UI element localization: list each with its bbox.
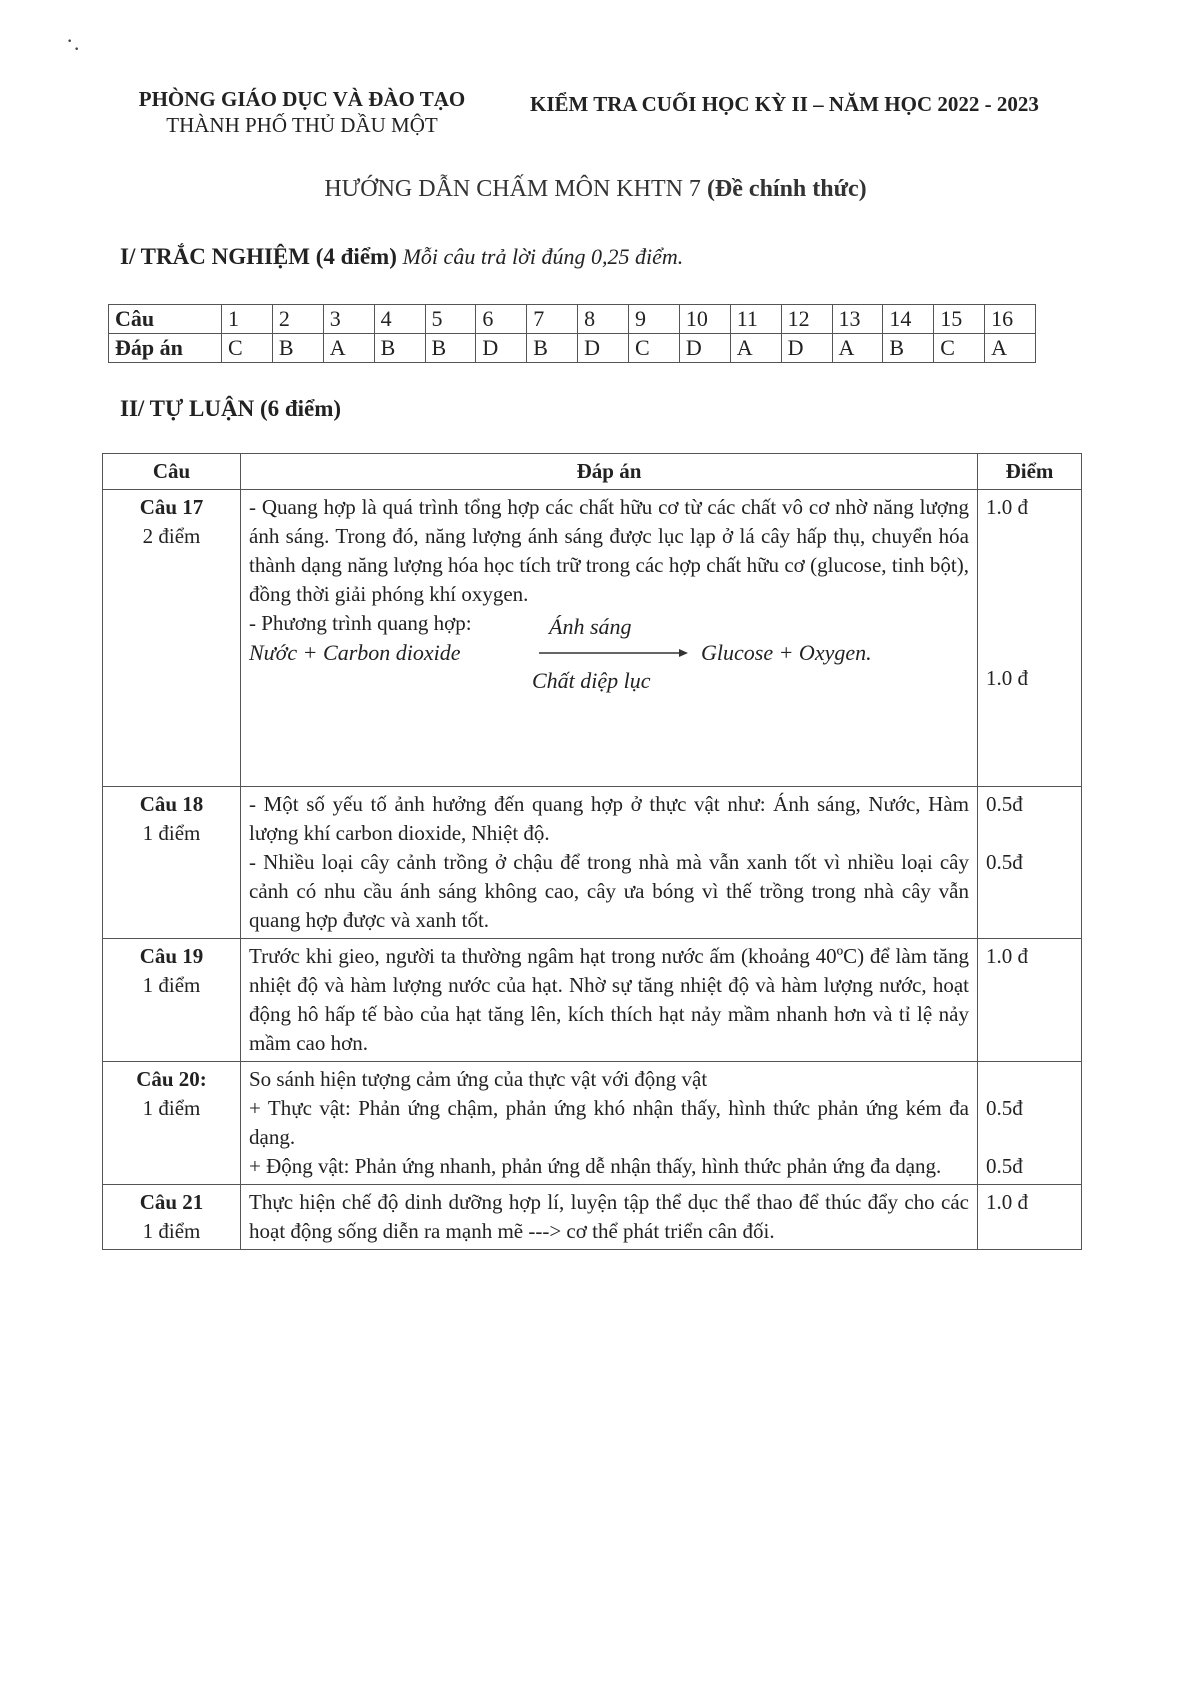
column-header-question: Câu: [103, 454, 241, 490]
title-main: HƯỚNG DẪN CHẤM MÔN KHTN 7: [324, 176, 701, 202]
question-label: Câu 17: [139, 494, 204, 519]
question-points: 1 điểm: [142, 1095, 201, 1120]
equation-condition-chlorophyll: Chất diệp lục: [532, 667, 651, 693]
question-label: Câu 20:: [136, 1066, 207, 1091]
section-2-title: II/ TỰ LUẬN (6 điểm): [120, 396, 342, 421]
equation-condition-light: Ánh sáng: [549, 613, 632, 639]
score-value: 1.0 đ: [986, 943, 1028, 968]
mcq-answer: D: [781, 334, 832, 363]
mcq-answer: B: [883, 334, 934, 363]
answer-text: - Nhiều loại cây cảnh trồng ở chậu để trong nhà mà vẫn xanh tốt vì nhiều loại cây cảnh có nhu cầu ánh sáng không cao, cây ưa bóng vì thế trồng trong nhà cây vẫn quang hợp được và xanh tốt.: [249, 849, 969, 932]
score-value: 0.5đ: [986, 849, 1023, 874]
section-1-title: I/ TRẮC NGHIỆM (4 điểm): [120, 244, 397, 269]
mcq-question-number: 14: [883, 305, 934, 334]
answer-text: - Quang hợp là quá trình tổng hợp các chất hữu cơ từ các chất vô cơ nhờ năng lượng ánh sáng. Trong đó, năng lượng ánh sáng được lục lạp ở lá cây hấp thụ, chuyển hóa thành dạng năng lượng hóa học tích trữ trong các hợp chất hữu cơ (glucose, tinh bột), đồng thời giải phóng khí oxygen.: [249, 494, 969, 606]
score-value: 0.5đ: [986, 1095, 1023, 1120]
mcq-question-number: 7: [527, 305, 578, 334]
question-cell: [103, 1061, 241, 1184]
question-points: 2 điểm: [142, 523, 201, 548]
question-cell: [103, 938, 241, 1061]
mcq-answer: D: [578, 334, 629, 363]
mcq-question-number: 2: [272, 305, 323, 334]
mcq-answer: B: [374, 334, 425, 363]
points-cell: [978, 938, 1082, 1061]
mcq-question-number: 6: [476, 305, 527, 334]
question-points: 1 điểm: [142, 972, 201, 997]
exam-header: KIỂM TRA CUỐI HỌC KỲ II – NĂM HỌC 2022 - 2023: [530, 92, 1039, 116]
question-label: Câu 21: [139, 1189, 204, 1214]
reaction-arrow-icon: [539, 646, 689, 660]
mcq-answer: A: [832, 334, 883, 363]
section-2-heading: [120, 396, 341, 422]
answer-text: Trước khi gieo, người ta thường ngâm hạt trong nước ấm (khoảng 40ºC) để làm tăng nhiệt độ và hàm lượng nước của hạt. Nhờ sự tăng nhiệt độ và hàm lượng nước, hoạt động hô hấp tế bào của hạt tăng lên, kích thích hạt nảy mầm nhanh hơn và tỉ lệ nảy mầm cao hơn.: [249, 943, 969, 1055]
answer-text: + Động vật: Phản ứng nhanh, phản ứng dễ nhận thấy, hình thức phản ứng đa dạng.: [249, 1153, 942, 1178]
essay-row-q20: [103, 1061, 1082, 1184]
answer-cell: [241, 786, 978, 938]
department-line-2: THÀNH PHỐ THỦ DẦU MỘT: [166, 113, 438, 138]
points-cell: [978, 1184, 1082, 1249]
essay-header-row: [103, 454, 1082, 490]
question-cell: [103, 1184, 241, 1249]
mcq-answer: D: [679, 334, 730, 363]
section-1-heading: [120, 244, 683, 270]
mcq-answer: A: [985, 334, 1036, 363]
mcq-question-number: 4: [374, 305, 425, 334]
mcq-question-number: 5: [425, 305, 476, 334]
mcq-answer: C: [934, 334, 985, 363]
equation-reactants: Nước + Carbon dioxide: [249, 639, 461, 665]
answer-text: Thực hiện chế độ dinh dưỡng hợp lí, luyện tập thể dục thể thao để thúc đẩy cho các hoạt động sống diễn ra mạnh mẽ ---> cơ thể phát triển cân đối.: [249, 1189, 969, 1243]
question-label: Câu 19: [139, 943, 204, 968]
mcq-question-number: 13: [832, 305, 883, 334]
question-cell: [103, 489, 241, 786]
essay-answer-table: [102, 453, 1082, 1250]
department-header: [112, 86, 492, 139]
mcq-question-number: 16: [985, 305, 1036, 334]
document-title: [0, 176, 1191, 203]
mcq-question-number: 9: [629, 305, 680, 334]
mcq-question-number: 8: [578, 305, 629, 334]
equation-products: Glucose + Oxygen.: [701, 639, 872, 665]
mcq-answer: A: [730, 334, 781, 363]
mcq-question-number: 3: [323, 305, 374, 334]
department-line-1: PHÒNG GIÁO DỤC VÀ ĐÀO TẠO: [138, 87, 466, 111]
essay-row-q17: [103, 489, 1082, 786]
mcq-answer: A: [323, 334, 374, 363]
column-header-points: Điểm: [978, 454, 1082, 490]
score-value: 1.0 đ: [986, 665, 1028, 690]
score-value: 0.5đ: [986, 791, 1023, 816]
mcq-answer-table: [108, 304, 1036, 363]
answer-text: - Phương trình quang hợp:: [249, 610, 472, 635]
scan-speck: ·: [66, 28, 74, 53]
answer-cell: [241, 1184, 978, 1249]
mcq-question-number: 12: [781, 305, 832, 334]
mcq-answer: C: [629, 334, 680, 363]
scan-speck: ·: [73, 36, 81, 61]
mcq-answer: B: [272, 334, 323, 363]
answer-text: + Thực vật: Phản ứng chậm, phản ứng khó nhận thấy, hình thức phản ứng kém đa dạng.: [249, 1095, 969, 1149]
answer-text: - Một số yếu tố ảnh hưởng đến quang hợp ở thực vật như: Ánh sáng, Nước, Hàm lượng khí carbon dioxide, Nhiệt độ.: [249, 791, 969, 845]
mcq-row-label: Đáp án: [109, 334, 222, 363]
column-header-answer: Đáp án: [241, 454, 978, 490]
essay-row-q19: [103, 938, 1082, 1061]
mcq-answer: C: [222, 334, 273, 363]
mcq-answer: D: [476, 334, 527, 363]
points-cell: [978, 1061, 1082, 1184]
essay-row-q18: [103, 786, 1082, 938]
answer-cell: [241, 1061, 978, 1184]
answer-text: So sánh hiện tượng cảm ứng của thực vật với động vật: [249, 1066, 708, 1091]
title-paren: (Đề chính thức): [706, 176, 867, 202]
essay-row-q21: [103, 1184, 1082, 1249]
mcq-question-row: [109, 305, 1036, 334]
points-cell: [978, 786, 1082, 938]
mcq-answer-row: [109, 334, 1036, 363]
mcq-question-number: 1: [222, 305, 273, 334]
mcq-question-number: 11: [730, 305, 781, 334]
question-cell: [103, 786, 241, 938]
mcq-answer: B: [527, 334, 578, 363]
mcq-answer: B: [425, 334, 476, 363]
question-points: 1 điểm: [142, 820, 201, 845]
section-1-note: Mỗi câu trả lời đúng 0,25 điểm.: [402, 244, 684, 269]
question-label: Câu 18: [139, 791, 204, 816]
score-value: 1.0 đ: [986, 494, 1028, 519]
points-cell: [978, 489, 1082, 786]
mcq-question-number: 10: [679, 305, 730, 334]
score-value: 0.5đ: [986, 1153, 1023, 1178]
mcq-row-label: Câu: [109, 305, 222, 334]
answer-cell: [241, 489, 978, 786]
question-points: 1 điểm: [142, 1218, 201, 1243]
mcq-question-number: 15: [934, 305, 985, 334]
score-value: 1.0 đ: [986, 1189, 1028, 1214]
answer-cell: [241, 938, 978, 1061]
